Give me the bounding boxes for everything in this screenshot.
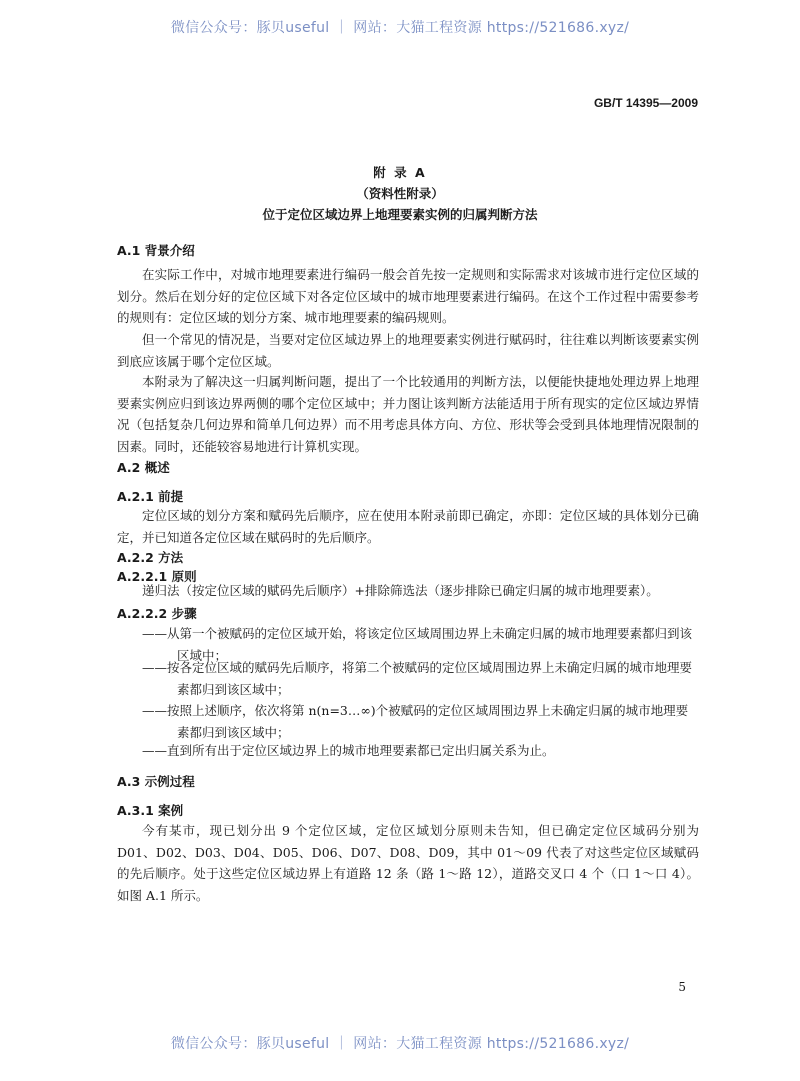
section-a221-paragraph: 递归法（按定位区域的赋码先后顺序）+排除筛选法（逐步排除已确定归属的城市地理要素）。 [142, 583, 659, 598]
section-a222-heading: A.2.2.2 步骤 [117, 606, 197, 621]
watermark-top: 微信公众号：豚贝useful ｜ 网站：大猫工程资源 https://521686.xyz/ [170, 20, 630, 36]
section-a22-heading: A.2.2 方法 [117, 550, 184, 565]
step-item-2: ——按各定位区域的赋码先后顺序，将第二个被赋码的定位区域周围边界上未确定归属的城市地理要素都归到该区域中； [142, 660, 693, 697]
section-a31-paragraph: 今有某市，现已划分出 9 个定位区域，定位区域划分原则未告知，但已确定定位区域码分别为 D01、D02、D03、D04、D05、D06、D07、D08、D09，其中 01～09 代表了对这些定位区域赋码的先后顺序。处于这些定位区域边界上有道路 12 条（路 1～路 12），道路交叉口 4 个（口 1～口 4）。如图 A.1 所示。 [117, 823, 699, 903]
section-a1-paragraph-2: 但一个常见的情况是，当要对定位区域边界上的地理要素实例进行赋码时，往往难以判断该要素实例到底应该属于哪个定位区域。 [117, 332, 699, 369]
watermark-bottom: 微信公众号：豚贝useful ｜ 网站：大猫工程资源 https://521686.xyz/ [170, 1036, 630, 1052]
page-number: 5 [678, 980, 686, 994]
section-a31-heading: A.3.1 案例 [117, 803, 184, 818]
section-a221-heading: A.2.2.1 原则 [117, 569, 197, 584]
section-a1-paragraph-1: 在实际工作中，对城市地理要素进行编码一般会首先按一定规则和实际需求对该城市进行定位区域的划分。然后在划分好的定位区域下对各定位区域中的城市地理要素进行编码。在这个工作过程中需要参考的规则有：定位区域的划分方案、城市地理要素的编码规则。 [117, 267, 699, 325]
appendix-subtitle: 位于定位区域边界上地理要素实例的归属判断方法 [262, 207, 538, 222]
section-a3-heading: A.3 示例过程 [117, 774, 195, 789]
step-item-4: ——直到所有出于定位区域边界上的城市地理要素都已定出归属关系为止。 [142, 743, 555, 758]
section-a21-heading: A.2.1 前提 [117, 489, 184, 504]
appendix-nature: （资料性附录） [356, 186, 444, 201]
step-item-3: ——按照上述顺序，依次将第 n(n=3…∞)个被赋码的定位区域周围边界上未确定归属的城市地理要素都归到该区域中； [142, 703, 689, 740]
appendix-title: 附 录 A [373, 165, 427, 180]
section-a2-heading: A.2 概述 [117, 460, 170, 475]
standard-code: GB/T 14395—2009 [593, 96, 698, 110]
section-a21-paragraph: 定位区域的划分方案和赋码先后顺序，应在使用本附录前即已确定，亦即：定位区域的具体划分已确定，并已知道各定位区域在赋码时的先后顺序。 [117, 508, 699, 545]
section-a1-paragraph-3: 本附录为了解决这一归属判断问题，提出了一个比较通用的判断方法，以便能快捷地处理边界上地理要素实例应归到该边界两侧的哪个定位区域中；并力图让该判断方法能适用于所有现实的定位区域边界情况（包括复杂几何边界和简单几何边界）而不用考虑具体方向、方位、形状等会受到具体地理情况限制的因素。同时，还能较容易地进行计算机实现。 [117, 374, 699, 454]
step-item-1: ——从第一个被赋码的定位区域开始，将该定位区域周围边界上未确定归属的城市地理要素都归到该区域中； [142, 626, 693, 663]
section-a1-heading: A.1 背景介绍 [117, 243, 195, 258]
